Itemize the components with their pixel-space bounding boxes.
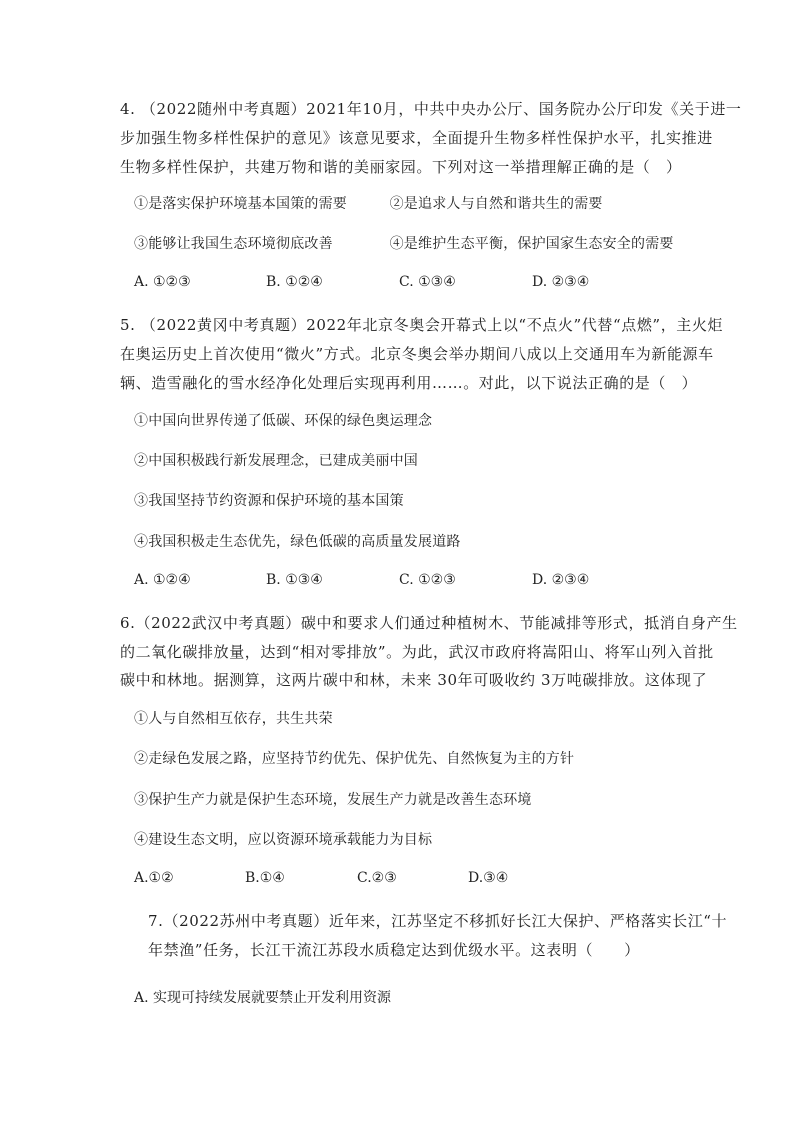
q4-stem-line-3: 生物多样性保护，共建万物和谐的美丽家园。下列对这一举措理解正确的是（ ） [120,158,682,176]
q4-option-a: A. ①②③ [134,274,191,290]
q5-stem-line-3: 辆、造雪融化的雪水经净化处理后实现再利用……。对此，以下说法正确的是（ ） [120,374,698,392]
q5-statement-line-4: ④我国积极走生态优先，绿色低碳的高质量发展道路 [134,534,461,550]
q6-stem-line-3: 碳中和林地。据测算，这两片碳中和林，未来 30年可吸收约 3万吨碳排放。这体现了 [120,671,708,689]
q5-option-a: A. ①②④ [134,572,191,588]
q5-stem-line-1: 5. （2022黄冈中考真题）2022年北京冬奥会开幕式上以“不点火”代替“点燃”，主火炬 [120,316,724,334]
q7-option-a: A. 实现可持续发展就要禁止开发利用资源 [134,990,392,1006]
q5-option-d: D. ②③④ [532,572,590,588]
q4-option-c: C. ①③④ [399,274,456,290]
q6-stem-line-2: 的二氧化碳排放量，达到“相对零排放”。为此，武汉市政府将嵩阳山、将军山列入首批 [120,643,714,661]
q6-option-a: A.①② [134,870,174,886]
q6-stem-line-1: 6.（2022武汉中考真题）碳中和要求人们通过种植树木、节能减排等形式，抵消自身产生 [120,614,738,632]
q5-statement-line-1: ①中国向世界传递了低碳、环保的绿色奥运理念 [134,413,433,429]
q4-stem-line-2: 步加强生物多样性保护的意见》该意见要求，全面提升生物多样性保护水平，扎实推进 [120,129,713,147]
q6-statement-line-2: ②走绿色发展之路，应坚持节约优先、保护优先、自然恢复为主的方针 [134,751,575,767]
q5-stem-line-2: 在奥运历史上首次使用“微火”方式。北京冬奥会举办期间八成以上交通用车为新能源车 [120,345,714,363]
q7-stem-line-2: 年禁渔”任务，长江干流江苏段水质稳定达到优级水平。这表明（ ） [148,941,640,959]
q5-option-c: C. ①②③ [399,572,456,588]
q4-option-b: B. ①②④ [266,274,323,290]
q6-statement-line-3: ③保护生产力就是保护生态环境，发展生产力就是改善生态环境 [134,792,532,808]
q4-statement-line-2: ③能够让我国生态环境彻底改善 ④是维护生态平衡，保护国家生态安全的需要 [134,236,674,252]
q6-option-d: D.③④ [468,870,509,886]
q4-statement-line-1: ①是落实保护环境基本国策的需要 ②是追求人与自然和谐共生的需要 [134,196,603,212]
q5-statement-line-2: ②中国积极践行新发展理念，已建成美丽中国 [134,453,418,469]
q6-statement-line-1: ①人与自然相互依存，共生共荣 [134,711,333,727]
q6-statement-line-4: ④建设生态文明，应以资源环境承载能力为目标 [134,832,433,848]
q4-stem-line-1: 4. （2022随州中考真题）2021年10月，中共中央办公厅、国务院办公厅印发《关于进一 [120,100,742,118]
q6-option-c: C.②③ [357,870,397,886]
q6-option-b: B.①④ [245,870,285,886]
q5-statement-line-3: ③我国坚持节约资源和保护环境的基本国策 [134,493,404,509]
q7-stem-line-1: 7.（2022苏州中考真题）近年来，江苏坚定不移抓好长江大保护、严格落实长江“十 [148,912,728,930]
q5-option-b: B. ①③④ [266,572,323,588]
q4-option-d: D. ②③④ [532,274,590,290]
